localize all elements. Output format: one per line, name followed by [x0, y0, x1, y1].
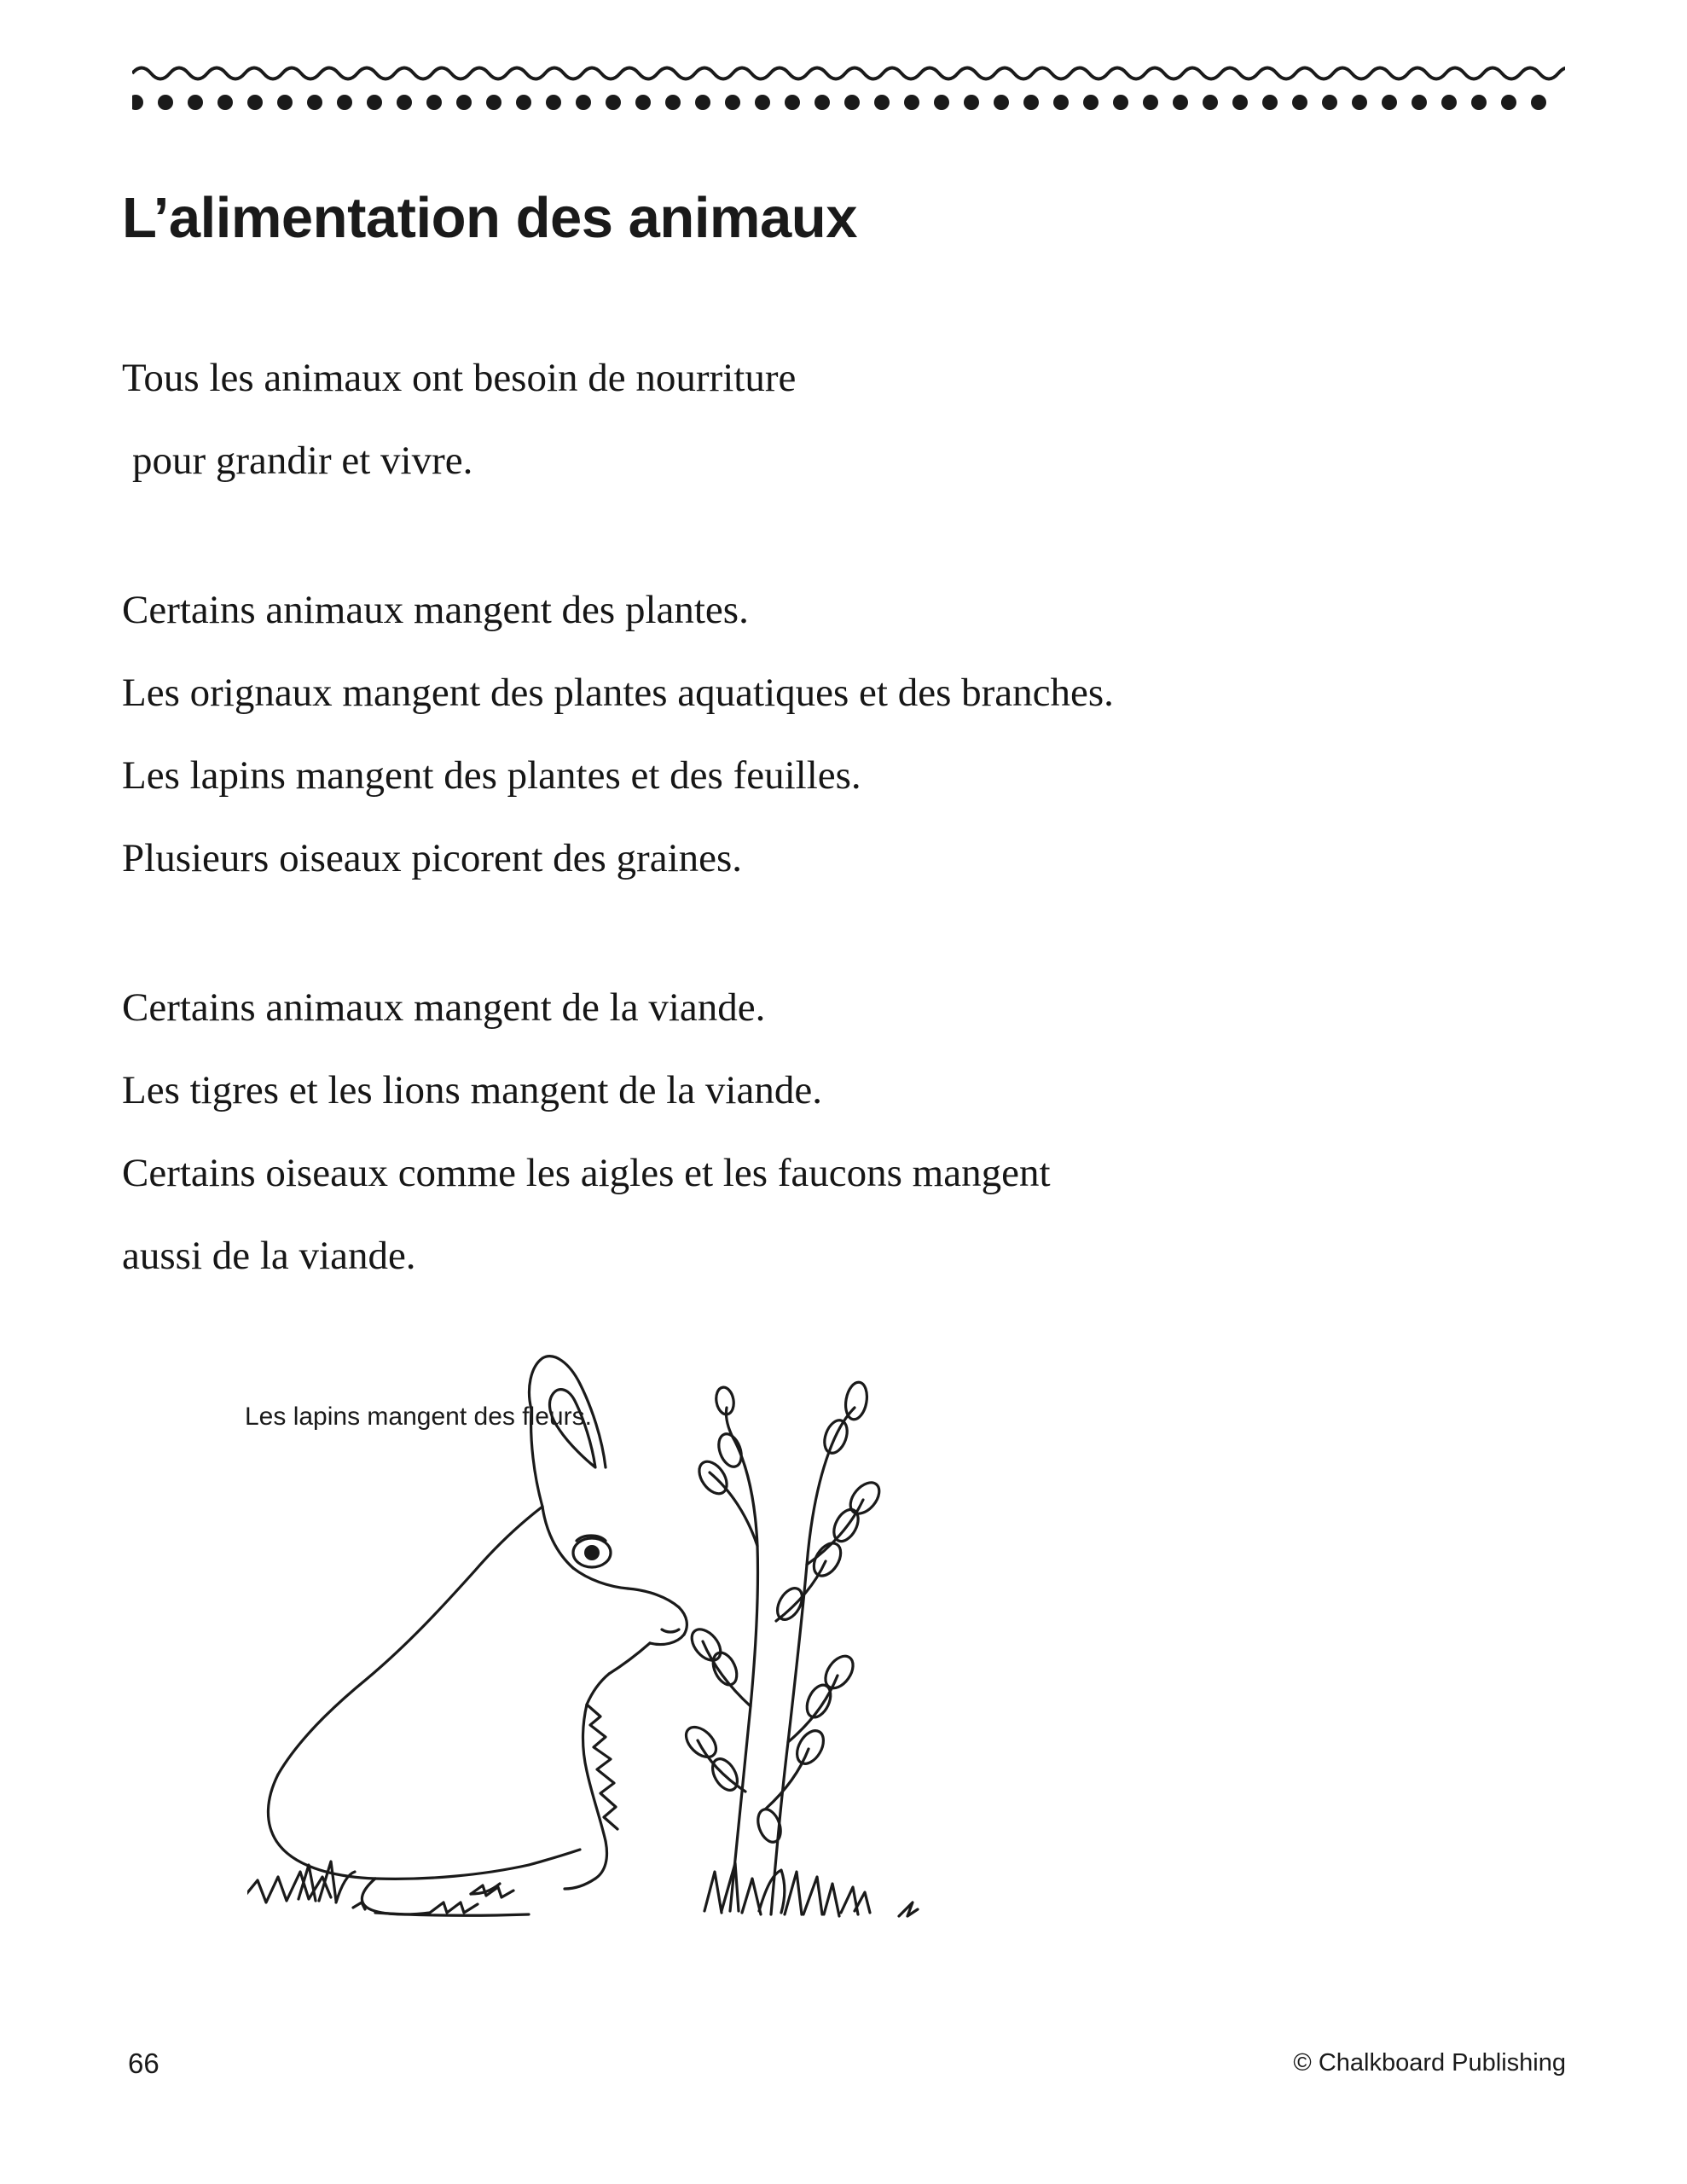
text-line: aussi de la viande. — [122, 1234, 416, 1278]
body-text — [122, 337, 1623, 1298]
wavy-line-with-dots-border-icon — [132, 60, 1565, 119]
text-line: Tous les animaux ont besoin de nourriture — [122, 356, 797, 400]
illustration-caption: Les lapins mangent des fleurs. — [245, 1403, 592, 1431]
paragraph-1 — [122, 337, 1623, 502]
page-number: 66 — [128, 2048, 159, 2079]
text-line: Plusieurs oiseaux picorent des graines. — [122, 836, 743, 880]
rabbit-illustration — [247, 1348, 1390, 2048]
text-line: Certains oiseaux comme les aigles et les faucons mangent — [122, 1151, 1051, 1195]
text-line: Certains animaux mangent de la viande. — [122, 985, 766, 1030]
text-line: Les orignaux mangent des plantes aquatiques et des branches. — [122, 671, 1114, 715]
text-line: Les tigres et les lions mangent de la viande. — [122, 1068, 822, 1112]
paragraph-3 — [122, 967, 1623, 1298]
paragraph-2 — [122, 569, 1623, 900]
text-line: Les lapins mangent des plantes et des feuilles. — [122, 753, 861, 798]
text-line: Certains animaux mangent des plantes. — [122, 588, 749, 632]
copyright-notice: © Chalkboard Publishing — [1293, 2049, 1566, 2077]
page-title: L’alimentation des animaux — [122, 185, 857, 250]
text-line: pour grandir et vivre. — [132, 439, 473, 483]
